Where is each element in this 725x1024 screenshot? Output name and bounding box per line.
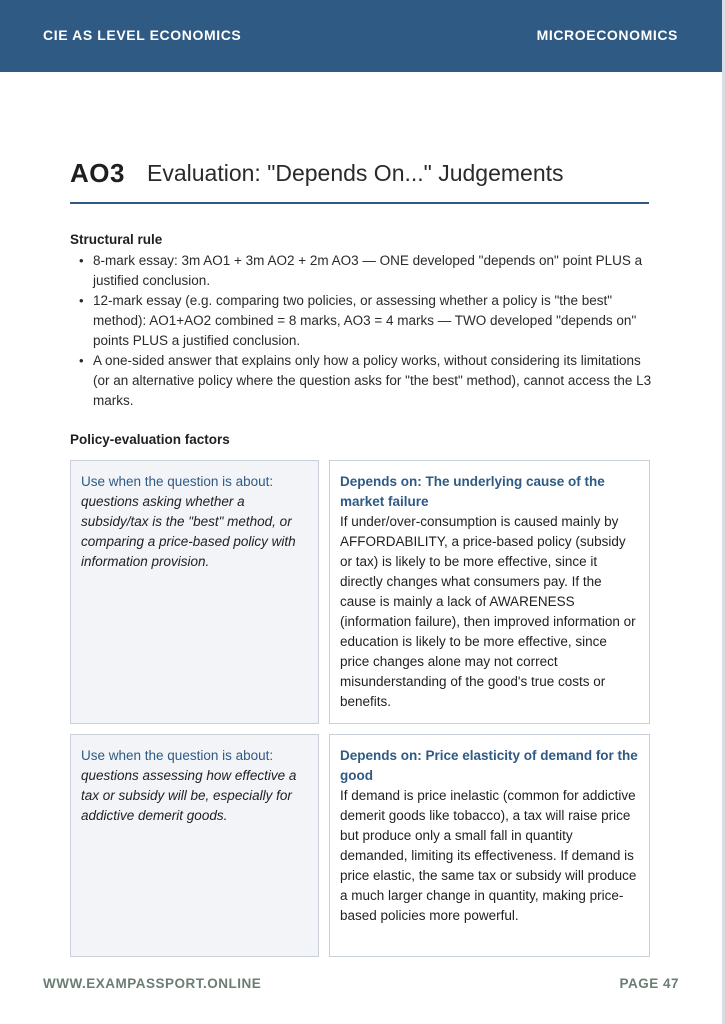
header-course-title: CIE AS LEVEL ECONOMICS: [43, 27, 242, 43]
assessment-objective-code: AO3: [70, 158, 125, 188]
depends-on-card: [329, 734, 650, 957]
header-topic: MICROECONOMICS: [536, 27, 678, 43]
list-item: • A one-sided answer that explains only how a policy works, without considering its limitations (or an alternative policy where the question asks for "the best" method), cannot access the L3 marks.: [78, 351, 653, 411]
use-when-text: questions assessing how effective a tax or subsidy will be, especially for addictive demerit goods.: [81, 768, 297, 823]
list-item: • 12-mark essay (e.g. comparing two policies, or assessing whether a policy is "the best" method): AO1+AO2 combined = 8 marks, AO3 = 4 marks — TWO developed "depends on" points PLUS a justified conclusion.: [78, 291, 653, 351]
footer-website: WWW.EXAMPASSPORT.ONLINE: [43, 976, 262, 991]
page-title: [70, 158, 649, 204]
factors-heading: Policy-evaluation factors: [70, 432, 230, 447]
depends-on-text: If under/over-consumption is caused mainly by AFFORDABILITY, a price-based policy (subsidy or tax) is likely to be more effective, since it directly changes what consumers pay. If the cause is mainly a lack of AWARENESS (information failure), then improved information or education is likely to be more effective, since price changes alone may not correct misunderstanding of the good's true costs or benefits.: [340, 514, 636, 709]
depends-on-title: Depends on: Price elasticity of demand for the good: [340, 748, 638, 783]
title-divider: [70, 202, 649, 204]
use-when-card: [70, 734, 319, 957]
structural-rule-list: [78, 251, 653, 411]
use-when-label: Use when the question is about:: [81, 748, 274, 763]
structural-rule-heading: Structural rule: [70, 232, 163, 247]
use-when-label: Use when the question is about:: [81, 474, 274, 489]
page-number: PAGE 47: [619, 976, 679, 991]
depends-on-title: Depends on: The underlying cause of the market failure: [340, 474, 605, 509]
list-item: • 8-mark essay: 3m AO1 + 3m AO2 + 2m AO3 — ONE developed "depends on" point PLUS a justified conclusion.: [78, 251, 653, 291]
title-text: Evaluation: "Depends On..." Judgements: [147, 160, 564, 186]
page-header: [0, 0, 722, 72]
use-when-text: questions asking whether a subsidy/tax is the "best" method, or comparing a price-based policy with information provision.: [81, 494, 296, 569]
use-when-card: [70, 460, 319, 724]
depends-on-card: [329, 460, 650, 724]
depends-on-text: If demand is price inelastic (common for addictive demerit goods like tobacco), a tax will raise price but produce only a small fall in quantity demanded, limiting its effectiveness. If demand is price elastic, the same tax or subsidy will produce a much larger change in quantity, making price-based policies more powerful.: [340, 788, 637, 923]
